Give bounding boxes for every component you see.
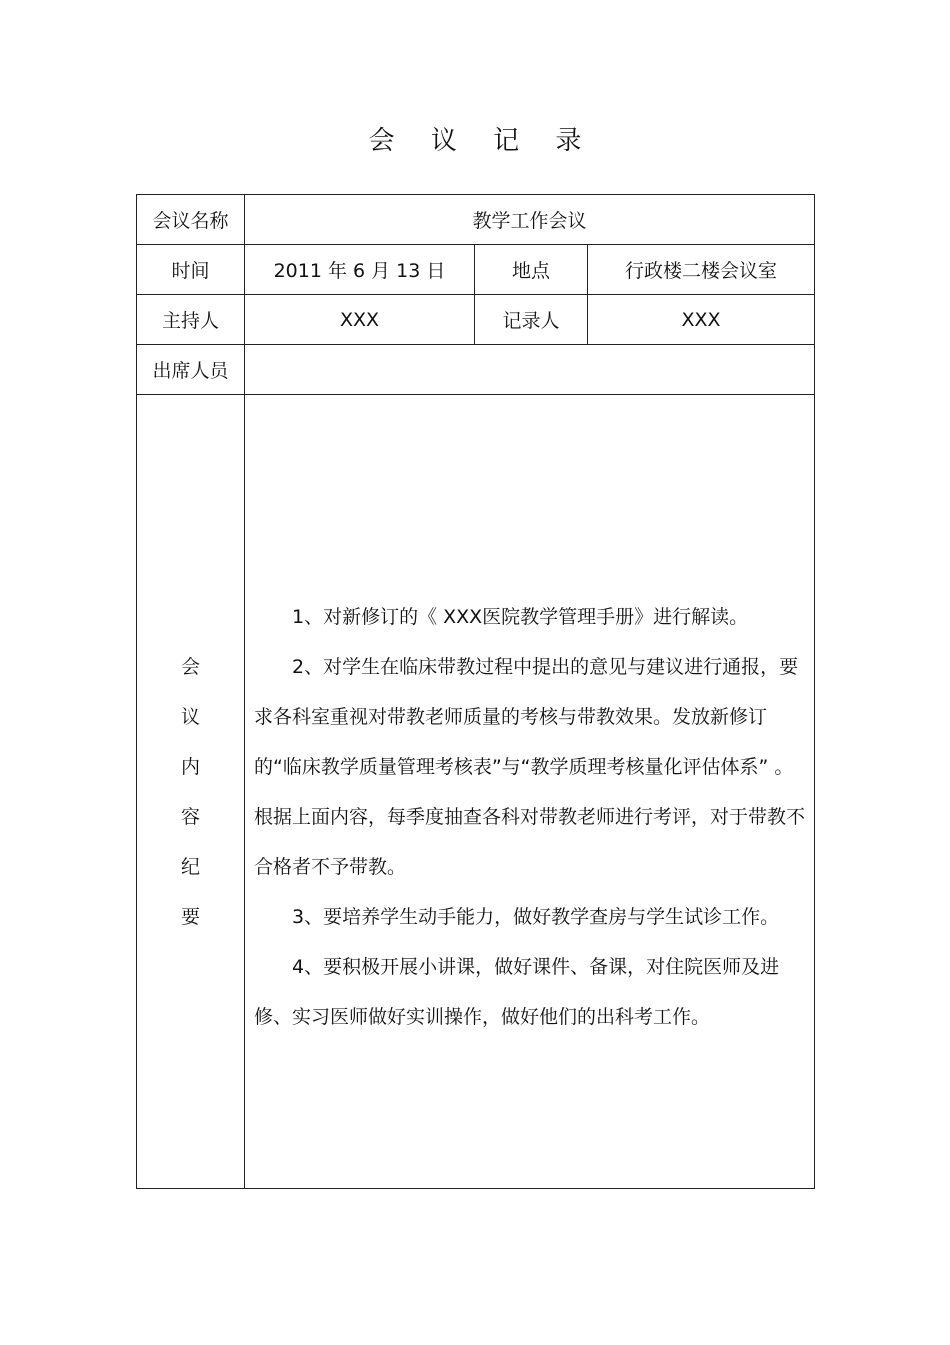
meeting-record-table <box>136 194 815 1189</box>
content-label-char: 内 <box>180 755 200 778</box>
content-body <box>245 395 815 1189</box>
content-label-char: 议 <box>180 705 200 728</box>
attendees-value <box>245 345 815 395</box>
host-recorder-row <box>137 295 815 345</box>
time-value: 2011 年 6 月 13 日 <box>245 245 475 295</box>
recorder-label: 记录人 <box>475 295 588 345</box>
content-paragraph: 3、要培养学生动手能力，做好教学查房与学生试诊工作。 <box>292 905 780 928</box>
page-title: 会 议 记 录 <box>368 126 596 156</box>
content-label-char: 纪 <box>180 855 200 878</box>
attendees-row <box>137 345 815 395</box>
time-place-row <box>137 245 815 295</box>
host-label: 主持人 <box>137 295 245 345</box>
content-label-char: 会 <box>180 655 200 678</box>
meeting-name-row <box>137 195 815 245</box>
content-paragraph: 4、要积极开展小讲课，做好课件、备课，对住院医师及进修、实习医师做好实训操作，做好他们的出科考工作。 <box>254 955 780 1028</box>
content-paragraph: 2、对学生在临床带教过程中提出的意见与建议进行通报，要求各科室重视对带教老师质量的考核与带教效果。发放新修订的“临床教学质量管理考核表”与“教学质理考核量化评估体系” 。根据上面内容，每季度抽查各科对带教老师进行考评，对于带教不合格者不予带教。 <box>254 655 806 878</box>
content-row <box>137 395 815 1189</box>
meeting-name-value: 教学工作会议 <box>245 195 815 245</box>
place-label: 地点 <box>475 245 588 295</box>
meeting-name-label: 会议名称 <box>137 195 245 245</box>
time-label: 时间 <box>137 245 245 295</box>
recorder-value: XXX <box>588 295 815 345</box>
attendees-label: 出席人员 <box>137 345 245 395</box>
content-label-char: 要 <box>180 905 200 928</box>
content-paragraph: 1、对新修订的《 XXX医院教学管理手册》进行解读。 <box>292 605 749 628</box>
place-value: 行政楼二楼会议室 <box>588 245 815 295</box>
content-label-char: 容 <box>180 805 200 828</box>
host-value: XXX <box>245 295 475 345</box>
content-label <box>137 395 245 1189</box>
